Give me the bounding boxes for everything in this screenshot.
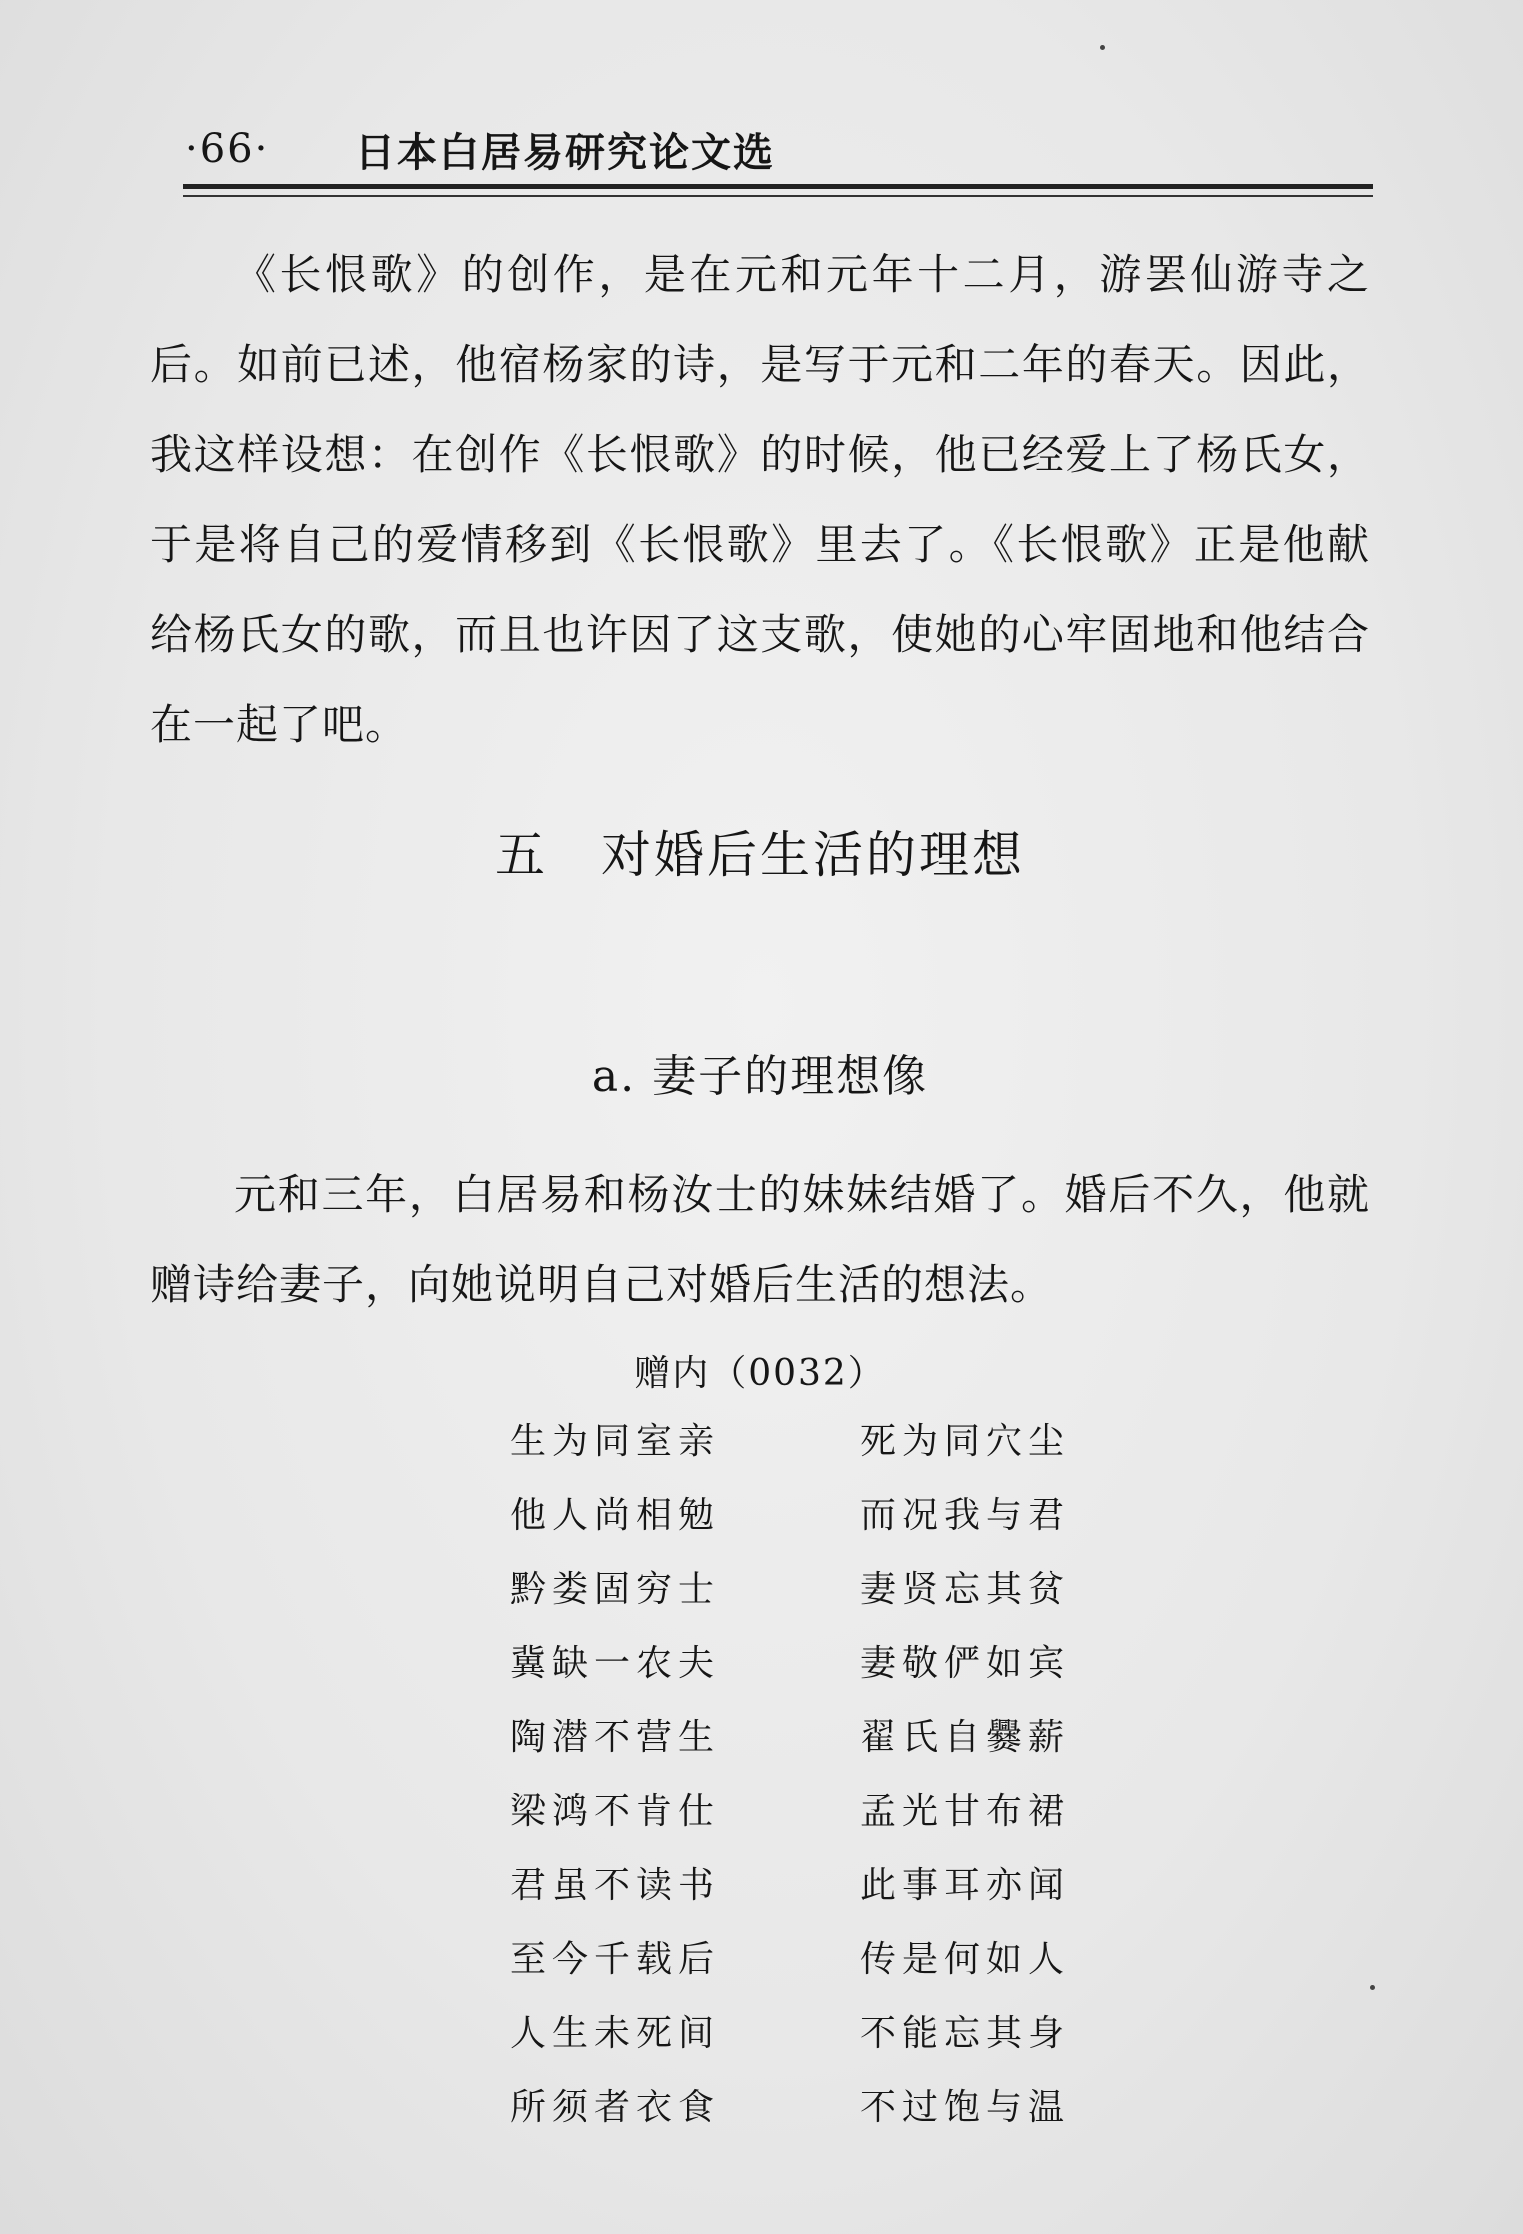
poem-line-second-half: 传是何如人 — [859, 1939, 1070, 1980]
poem-line-first-half: 至今千载后 — [510, 1939, 721, 1980]
poem-line-second-half: 妻敬俨如宾 — [859, 1643, 1070, 1684]
poem-line — [510, 1553, 1070, 1627]
poem-line-second-half: 孟光甘布裙 — [859, 1791, 1070, 1832]
poem-line-first-half: 梁鸿不肯仕 — [510, 1791, 721, 1832]
print-speck — [1370, 1985, 1375, 1990]
paragraph-changhenge: 《长恨歌》的创作，是在元和元年十二月，游罢仙游寺之后。如前已述，他宿杨家的诗，是写于元和二年的春天。因此，我这样设想：在创作《长恨歌》的时候，他已经爱上了杨氏女，于是将自己的爱情移到《长恨歌》里去了。《长恨歌》正是他献给杨氏女的歌，而且也许因了这支歌，使她的心牢固地和他结合在一起了吧。 — [150, 250, 1370, 749]
poem-line-first-half: 人生未死间 — [510, 2013, 721, 2054]
poem-line-second-half: 而况我与君 — [859, 1495, 1070, 1536]
print-speck — [1100, 45, 1105, 50]
poem-line — [510, 1479, 1070, 1553]
poem-line-second-half: 此事耳亦闻 — [859, 1865, 1070, 1906]
poem-line — [510, 1405, 1070, 1479]
poem-line — [510, 1701, 1070, 1775]
poem-line — [510, 1849, 1070, 1923]
poem-body — [510, 1405, 1070, 2145]
poem-line — [510, 2071, 1070, 2145]
poem-title: 赠内（0032） — [634, 1353, 886, 1394]
poem-line-first-half: 陶潜不营生 — [510, 1717, 721, 1758]
running-title: 日本白居易研究论文选 — [355, 129, 775, 176]
header-rule-thin — [183, 195, 1373, 197]
poem-line — [510, 1997, 1070, 2071]
page-header — [185, 118, 1375, 180]
poem-line — [510, 1923, 1070, 1997]
poem-line-first-half: 冀缺一农夫 — [510, 1643, 721, 1684]
poem-line-second-half: 妻贤忘其贫 — [859, 1569, 1070, 1610]
poem-line-second-half: 死为同穴尘 — [859, 1421, 1070, 1462]
poem-line-first-half: 所须者衣食 — [510, 2087, 721, 2128]
poem-line-first-half: 他人尚相勉 — [510, 1495, 721, 1536]
sub-heading: a. 妻子的理想像 — [591, 1051, 929, 1102]
poem-line-first-half: 君虽不读书 — [510, 1865, 721, 1906]
poem-line-second-half: 不过饱与温 — [859, 2087, 1070, 2128]
page-number: ·66· — [185, 126, 270, 172]
section-heading: 五 对婚后生活的理想 — [495, 826, 1025, 884]
poem-line — [510, 1627, 1070, 1701]
paragraph-marriage: 元和三年，白居易和杨汝士的妹妹结婚了。婚后不久，他就赠诗给妻子，向她说明自己对婚后生活的想法。 — [150, 1170, 1370, 1309]
poem-line-first-half: 黔娄固穷士 — [510, 1569, 721, 1610]
poem-line-second-half: 翟氏自爨薪 — [859, 1717, 1070, 1758]
header-rule-thick — [183, 184, 1373, 189]
poem-line-first-half: 生为同室亲 — [510, 1421, 721, 1462]
poem-line — [510, 1775, 1070, 1849]
poem-line-second-half: 不能忘其身 — [859, 2013, 1070, 2054]
